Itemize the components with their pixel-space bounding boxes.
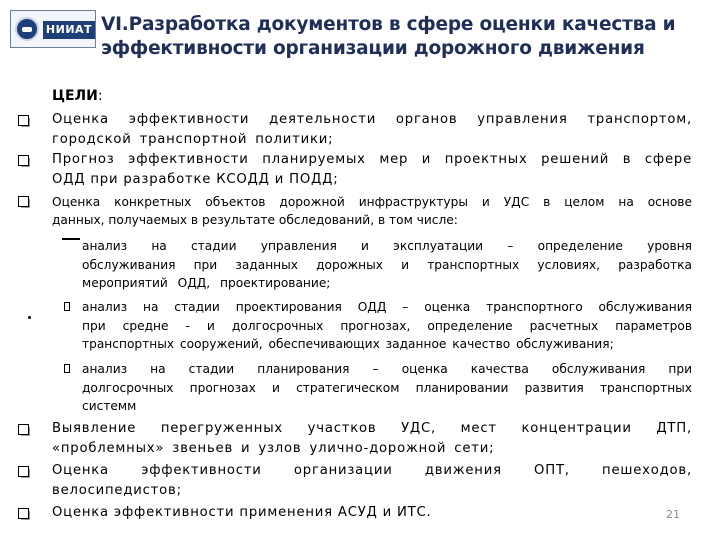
checkbox-bullet-icon — [18, 424, 29, 435]
car-emblem-icon — [15, 17, 39, 41]
sub-list-item-line: долгосрочных прогнозах и стратегическом планировании развития транспортных — [82, 380, 692, 395]
page-title-line-1: VI.Разработка документов в сфере оценки качества и — [101, 14, 676, 35]
list-item-line: Оценка конкретных объектов дорожной инфраструктуры и УДС в целом на основе — [52, 195, 692, 209]
goals-heading — [52, 88, 103, 104]
sub-list-item-line: обслуживания при заданных дорожных и транспортных условиях, разработка — [82, 257, 692, 272]
list-item-line: данных, получаемых в результате обследований, в том числе: — [52, 213, 458, 227]
list-item-line: Оценка эффективности применения АСУД и ИТС. — [52, 505, 432, 520]
sub-list-item-line: при средне - и долгосрочных прогнозах, определение расчетных параметров — [82, 318, 692, 333]
goals-colon: : — [97, 88, 103, 104]
sub-list-item-line: анализ на стадии управления и эксплуатации – определение уровня — [82, 239, 692, 253]
logo-text: НИИАТ — [43, 21, 95, 39]
list-item-line: Оценка эффективности деятельности органов управления транспортом, — [52, 112, 692, 127]
list-item — [52, 150, 692, 190]
goals-label: ЦЕЛИ — [52, 88, 98, 104]
list-item — [52, 110, 692, 150]
checkbox-bullet-icon — [18, 508, 29, 519]
list-item — [52, 419, 692, 459]
page-number: 21 — [666, 508, 680, 521]
list-item-line: «проблемных» звеньев и узлов улично-дорожной сети; — [52, 441, 495, 456]
arrow-marker-icon — [64, 302, 70, 311]
sub-list-item-line: мероприятий ОДД, проектирование; — [82, 276, 331, 290]
list-item-line: велосипедистов; — [52, 483, 182, 498]
arrow-marker-icon — [64, 364, 70, 373]
list-item-line: Выявление перегруженных участков УДС, мест концентрации ДТП, — [52, 421, 692, 436]
list-item-line: Оценка эффективности организации движения ОПТ, пешеходов, — [52, 463, 692, 478]
sub-list-item — [82, 237, 692, 293]
checkbox-bullet-icon — [18, 196, 29, 207]
stray-dot — [28, 316, 31, 319]
sub-list-item-line: транспортных сооружений, обеспечивающих заданное качество обслуживания; — [82, 337, 614, 351]
sub-list-item-line: анализ на стадии проектирования ОДД – оценка транспортного обслуживания — [82, 300, 692, 314]
list-item — [52, 503, 472, 523]
sub-list-item-line: системм — [82, 399, 137, 413]
list-item — [52, 193, 692, 229]
logo — [10, 10, 96, 48]
list-item-line: Прогноз эффективности планируемых мер и проектных решений в сфере — [52, 152, 692, 167]
dash-marker-icon — [62, 238, 80, 240]
page-title-line-2: эффективности организации дорожного движения — [101, 38, 645, 59]
list-item-line: городской транспортной политики; — [52, 132, 334, 147]
list-item-line: ОДД при разработке КСОДД и ПОДД; — [52, 172, 339, 187]
sub-list-item — [82, 298, 692, 354]
checkbox-bullet-icon — [18, 155, 29, 166]
list-item — [52, 461, 692, 501]
sub-list-item — [82, 360, 692, 416]
sub-list-item-line: анализ на стадии планирования – оценка качества обслуживания при — [82, 362, 692, 376]
checkbox-bullet-icon — [18, 466, 29, 477]
checkbox-bullet-icon — [18, 115, 29, 126]
